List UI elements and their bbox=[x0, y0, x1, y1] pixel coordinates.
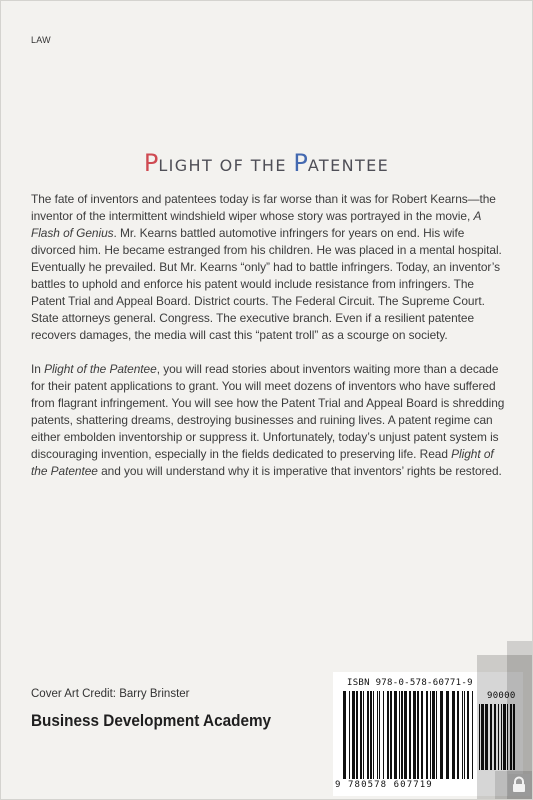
title-initial-patentee: P bbox=[293, 149, 308, 177]
title-word-atentee: ATENTEE bbox=[307, 156, 390, 175]
book-title-inline: Plight of the Patentee bbox=[31, 447, 494, 478]
blurb bbox=[31, 191, 507, 497]
paragraph-text: In bbox=[31, 362, 45, 376]
isbn-label: ISBN 978-0-578-60771-9 bbox=[347, 678, 473, 688]
ean-barcode-bars bbox=[343, 691, 475, 781]
book-title-inline: Plight of the Patentee bbox=[44, 362, 157, 376]
lock-icon bbox=[508, 774, 530, 796]
ean-digits: 9 780578 607719 bbox=[335, 780, 433, 790]
publisher-name: Business Development Academy bbox=[31, 711, 272, 730]
title-word-light: LIGHT OF THE bbox=[158, 156, 294, 175]
price-code: 90000 bbox=[487, 691, 516, 701]
movie-title: A Flash of Genius bbox=[31, 209, 481, 240]
paragraph-text: . Mr. Kearns battled automotive infringers for years on end. His wife divorced him. He became estranged from his children. He was placed in a mental hospital. Eventually he prevailed. But Mr. Kearns “only” had to battle infringers. Today, an inventor’s battles to uphold and enforce his patent would include resistance from infringers. The Patent Trial and Appeal Board. District courts. The Federal Circuit. The Supreme Court. State attorneys general. Congress. The executive branch. Even if a resilient patentee recovers damages, the media will cast this “patent troll” as a scourge on society. bbox=[31, 226, 502, 342]
paragraph-text: The fate of inventors and patentees today is far worse than it was for Robert Kearns—the inventor of the intermittent windshield wiper whose story was portrayed in the movie, bbox=[31, 192, 496, 223]
paragraph-text: and you will understand why it is imperative that inventors’ rights be restored. bbox=[97, 464, 502, 478]
blurb-paragraph-1 bbox=[31, 191, 507, 344]
cover-art-credit: Cover Art Credit: Barry Brinster bbox=[31, 688, 190, 700]
blurb-paragraph-2 bbox=[31, 361, 507, 480]
book-title bbox=[1, 149, 532, 177]
title-initial-p: P bbox=[143, 149, 159, 177]
paragraph-text: , you will read stories about inventors waiting more than a decade for their patent applications to grant. You will meet dozens of inventors who have suffered from flagrant infringement. You will see how the Patent Trial and Appeal Board is shredding patents, shattering dreams, destroying businesses and ruining lives. A patent regime can either embolden inventorship or suppress it. Unfortunately, today’s unjust patent system is discouraging invention, especially in the fields dedicated to preserving life. Read bbox=[31, 362, 505, 461]
category-label: LAW bbox=[31, 35, 51, 45]
